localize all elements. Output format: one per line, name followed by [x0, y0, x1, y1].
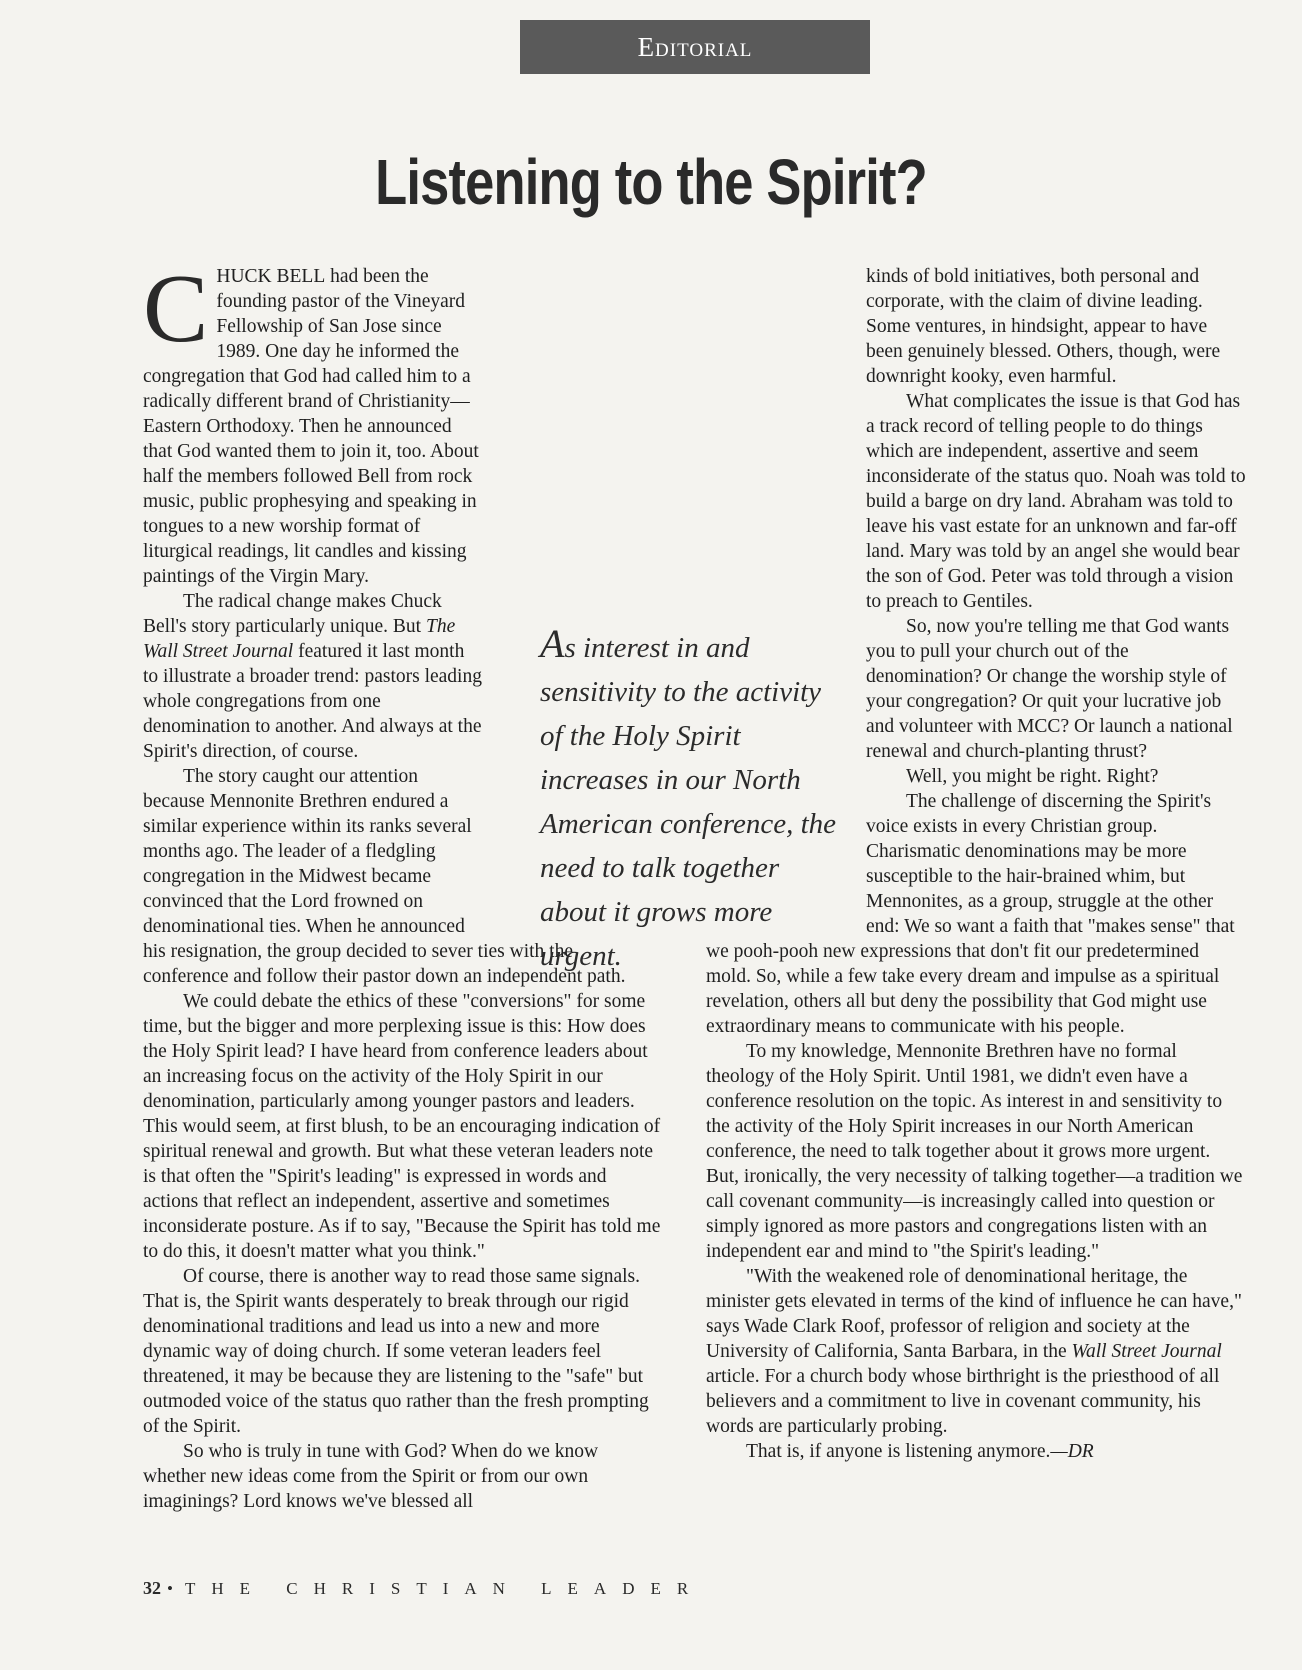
- article-paragraph: kinds of bold initiatives, both personal and corporate, with the claim of divine leading. Some ventures, in hindsight, appear to have been genuinely blessed. Others, though, were downright kooky, even harmful.: [866, 266, 1221, 387]
- pull-quote: [540, 622, 840, 978]
- article-paragraph: So, now you're telling me that God wants you to pull your church out of the denomination? Or change the worship style of your congregation? Or quit your lucrative job and volunteer with MCC? Or launch a national renewal and church-planting thrust?: [866, 616, 1233, 762]
- article-paragraph: "With the weakened role of denominational heritage, the minister gets elevated in terms of the kind of influence he can have," says Wade Clark Roof, professor of religion and society at the University of California, Santa Barbara, in the Wall Street Journal article. For a church body whose birthright is the priesthood of all believers and a commitment to live in covenant community, his words are particularly probing.: [706, 1266, 1242, 1437]
- article-paragraph: We could debate the ethics of these "conversions" for some time, but the bigger and more perplexing issue is this: How does the Holy Spirit lead? I have heard from conference leaders about an increasing focus on the activity of the Holy Spirit in our denomination, particularly among younger pastors and leaders. This would seem, at first blush, to be an encouraging indication of spiritual renewal and growth. But what these veteran leaders note is that often the "Spirit's leading" is expressed in words and actions that reflect an independent, assertive and sometimes inconsiderate posture. As if to say, "Because the Spirit has told me to do this, it doesn't matter what you think.": [143, 991, 661, 1262]
- footer-bullet: •: [167, 1579, 173, 1598]
- article-paragraph: Well, you might be right. Right?: [906, 766, 1159, 787]
- publication-name: THE CHRISTIAN LEADER: [184, 1579, 705, 1598]
- article-paragraph: Of course, there is another way to read those same signals. That is, the Spirit wants desperately to break through our rigid denominational traditions and lead us into a new and more dynamic way of doing church. If some veteran leaders feel threatened, it may be because they are listening to the "safe" but outmoded voice of the status quo rather than the fresh prompting of the Spirit.: [143, 1266, 649, 1437]
- article-paragraph: The story caught our attention because Mennonite Brethren endured a similar experience within its ranks several months ago. The leader of a fledgling congregation in the Midwest became convinced that the Lord frowned on denominational ties. When he announced his resignation, the group decided to sever ties with the conference and follow their pastor down an independent path.: [143, 766, 626, 987]
- pull-quote-text: s interest in and sensitivity to the activity of the Holy Spirit increases in our North American conference, the need to talk together about it grows more urgent.: [540, 632, 837, 972]
- article-paragraph: The challenge of discerning the Spirit's voice exists in every Christian group. Charismatic denominations may be more susceptible to the hair-brained whim, but Mennonites, as a group, struggle at the other end: We so want a faith that "makes sense" that we pooh-pooh new expressions that don't fit our predetermined mold. So, while a few take every dream and impulse as a spiritual revelation, others all but deny the possibility that God might use extraordinary means to communicate with his people.: [706, 791, 1235, 1037]
- article-paragraph: So who is truly in tune with God? When do we know whether new ideas come from the Spirit or from our own imaginings? Lord knows we've blessed all: [143, 1441, 599, 1512]
- article-paragraph: To my knowledge, Mennonite Brethren have no formal theology of the Holy Spirit. Until 1981, we didn't even have a conference resolution on the topic. As interest in and sensitivity to the activity of the Holy Spirit increases in our North American conference, the need to talk together about it grows more urgent. But, ironically, the very necessity of talking together—a tradition we call covenant community—is increasingly called into question or simply ignored as more pastors and congregations listen with an independent ear and mind to "the Spirit's leading.": [706, 1041, 1243, 1262]
- article-paragraph: CHUCK BELL had been the founding pastor of the Vineyard Fellowship of San Jose since 1989. One day he informed the congregation that God had called him to a radically different brand of Christianity—Eastern Orthodoxy. Then he announced that God wanted them to join it, too. About half the members followed Bell from rock music, public prophesying and speaking in tongues to a new worship format of liturgical readings, lit candles and kissing paintings of the Virgin Mary.: [143, 255, 479, 587]
- headline: Listening to the Spirit?: [375, 146, 927, 218]
- author-initials: —DR: [1050, 1441, 1094, 1462]
- article-paragraph: The radical change makes Chuck Bell's story particularly unique. But The Wall Street Journal featured it last month to illustrate a broader trend: pastors leading whole congregations from one denomination to another. And always at the Spirit's direction, of course.: [143, 591, 482, 762]
- drop-cap: C: [143, 255, 209, 363]
- section-label: Editorial: [520, 20, 870, 74]
- pull-quote-initial: A: [540, 621, 565, 666]
- article-paragraph: That is, if anyone is listening anymore.—DR: [746, 1441, 1094, 1462]
- page-footer: [143, 1578, 704, 1599]
- article-paragraph: What complicates the issue is that God has a track record of telling people to do things which are independent, assertive and seem inconsiderate of the status quo. Noah was told to build a barge on dry land. Abraham was told to leave his vast estate for an unknown and far-off land. Mary was told by an angel she would bear the son of God. Peter was told through a vision to preach to Gentiles.: [866, 391, 1246, 612]
- lead-caps: HUCK BELL: [216, 266, 326, 287]
- page-number: 32: [143, 1578, 161, 1598]
